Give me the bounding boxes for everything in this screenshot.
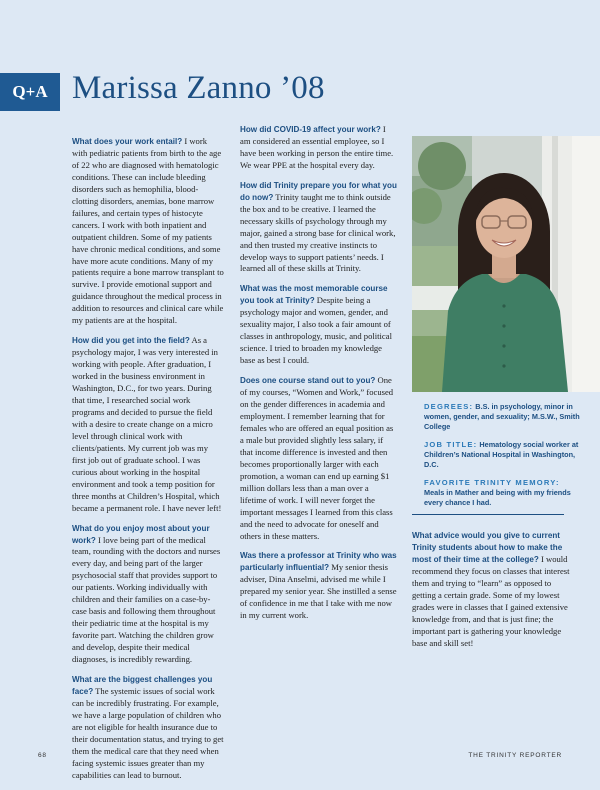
sidebar-divider	[412, 514, 564, 515]
answer: My senior thesis adviser, Dina Anselmi, advised me while I prepared my senior year. She instilled a sense of confidence in me that I take with me now in my current work.	[240, 562, 397, 621]
question: How did you get into the field?	[72, 336, 190, 346]
column-3	[412, 530, 572, 658]
degrees-label: DEGREES:	[424, 402, 474, 411]
answer: I love being part of the medical team, rounding with the doctors and nurses every day, and being part of the larger psychosocial staff that provides support to our patients. Working individually with children and their families on a case-by-case basis and following them throughout their pediatric time at the hospital is my favorite part. Watching the children grow and develop, despite their medical diagnoses, is incredibly rewarding.	[72, 534, 221, 665]
answer: I am considered an essential employee, so I have been working in person the entire time. We wear PPE at the hospital every day.	[240, 124, 394, 170]
job-info	[424, 440, 584, 470]
answer: The systemic issues of social work can be incredibly frustrating. For example, we have a large population of children who are not eligible for health insurance due to their documentation status, and trying to get them the medical care that they need when facing systemic issues greater than my capabilities can lead to burnout.	[72, 685, 224, 780]
portrait-photo	[412, 136, 600, 392]
answer: Despite being a psychology major and women, gender, and sexuality major, I also took a fair amount of classes in anthropology, music, and political science. I tried to broaden my knowledge base as best I could.	[240, 295, 392, 366]
job-value: Hematology social worker at Children’s National Hospital in Washington, D.C.	[424, 440, 579, 469]
answer: Trinity taught me to think outside the box and to be creative. I learned the necessary skills of psychology through my major, gained a strong base for clinical work, and then trusted my creative instincts to develop ways to support patients’ needs. I learned all of these skills at Trinity.	[240, 191, 396, 274]
question: How did COVID-19 affect your work?	[240, 125, 381, 134]
qa-item	[72, 674, 224, 782]
qa-item	[240, 180, 397, 276]
qa-item	[240, 375, 397, 542]
qa-item	[240, 283, 397, 367]
profile-sidebar	[424, 402, 584, 516]
portrait-illustration	[412, 136, 600, 392]
question: What are the biggest challenges you face?	[72, 674, 213, 696]
degrees-value: B.S. in psychology, minor in women, gender, and sexuality; M.S.W., Smith College	[424, 402, 580, 431]
publication-name: THE TRINITY REPORTER	[468, 752, 562, 759]
question: How did Trinity prepare you for what you do now?	[240, 180, 397, 202]
memory-info	[424, 478, 584, 508]
qa-item	[72, 523, 224, 666]
answer: As a psychology major, I was very interested in working with people. After graduation, I worked in the business environment in Washington, D.C., for two years. During that time, I researched social work programs and decided to pursue the field with a desire to create change on a micro level through clinical work with clients/patients. My current job was my first job out of graduate school. I was curious about working in the hospital environment and took a temp position for three months at Children’s Hospital, which became a permanent role. I have never left!	[72, 335, 222, 513]
answer: I work with pediatric patients from birth to the age of 22 who are diagnosed with hematologic conditions. These can include bleeding disorders such as hemophilia, blood-clotting disorders, anemias, bone marrow failures, and certain types of histocyte cancers. I work with both inpatient and outpatient children. Some of my patients have chronic medical conditions, and some have more acute conditions. Many of my patients require a bone marrow transplant to survive. I provide emotional support and guidance throughout the medical process in addition to resources and clinical care while my patients are at the hospital.	[72, 136, 224, 326]
question: What advice would you give to current Trinity students about how to make the most of their time at the college?	[412, 531, 563, 564]
qa-item	[240, 124, 397, 172]
answer: I would recommend they focus on classes that interest them and trying to “learn” as opposed to getting a certain grade. Some of my lowest grades were in classes that I gained extensive knowledge from, and that is just fine; the important part is gathering your knowledge base and skill set!	[412, 553, 570, 648]
question: Does one course stand out to you?	[240, 376, 376, 386]
page-title: Marissa Zanno ’08	[72, 70, 325, 106]
qa-tag: Q+A	[0, 73, 60, 111]
qa-item	[240, 550, 397, 622]
question: What was the most memorable course you took at Trinity?	[240, 284, 388, 306]
answer: One of my courses, “Women and Work,” focused on the gender differences in academia and employment. I remember learning that for females who are offered an equal position as a male but provided slightly less salary, if that income difference is invested and then becomes proportionally larger with each promotion, a woman can end up earning $1 million dollars less than a man over a lifetime of work. I will never forget the important messages I learned from this class and the need to advocate for oneself and others in these matters.	[240, 375, 394, 541]
column-2	[240, 124, 397, 630]
job-label: JOB TITLE:	[424, 440, 478, 449]
qa-item	[72, 335, 224, 514]
question: What do you enjoy most about your work?	[72, 523, 210, 545]
question: Was there a professor at Trinity who was particularly influential?	[240, 551, 397, 573]
degrees-info	[424, 402, 584, 432]
column-1	[72, 136, 224, 790]
qa-item	[412, 530, 572, 650]
qa-item	[72, 136, 224, 327]
memory-value: Meals in Mather and being with my friends every chance I had.	[424, 488, 571, 507]
question: What does your work entail?	[72, 137, 183, 146]
page-number: 68	[38, 752, 47, 759]
memory-label: FAVORITE TRINITY MEMORY:	[424, 478, 560, 487]
